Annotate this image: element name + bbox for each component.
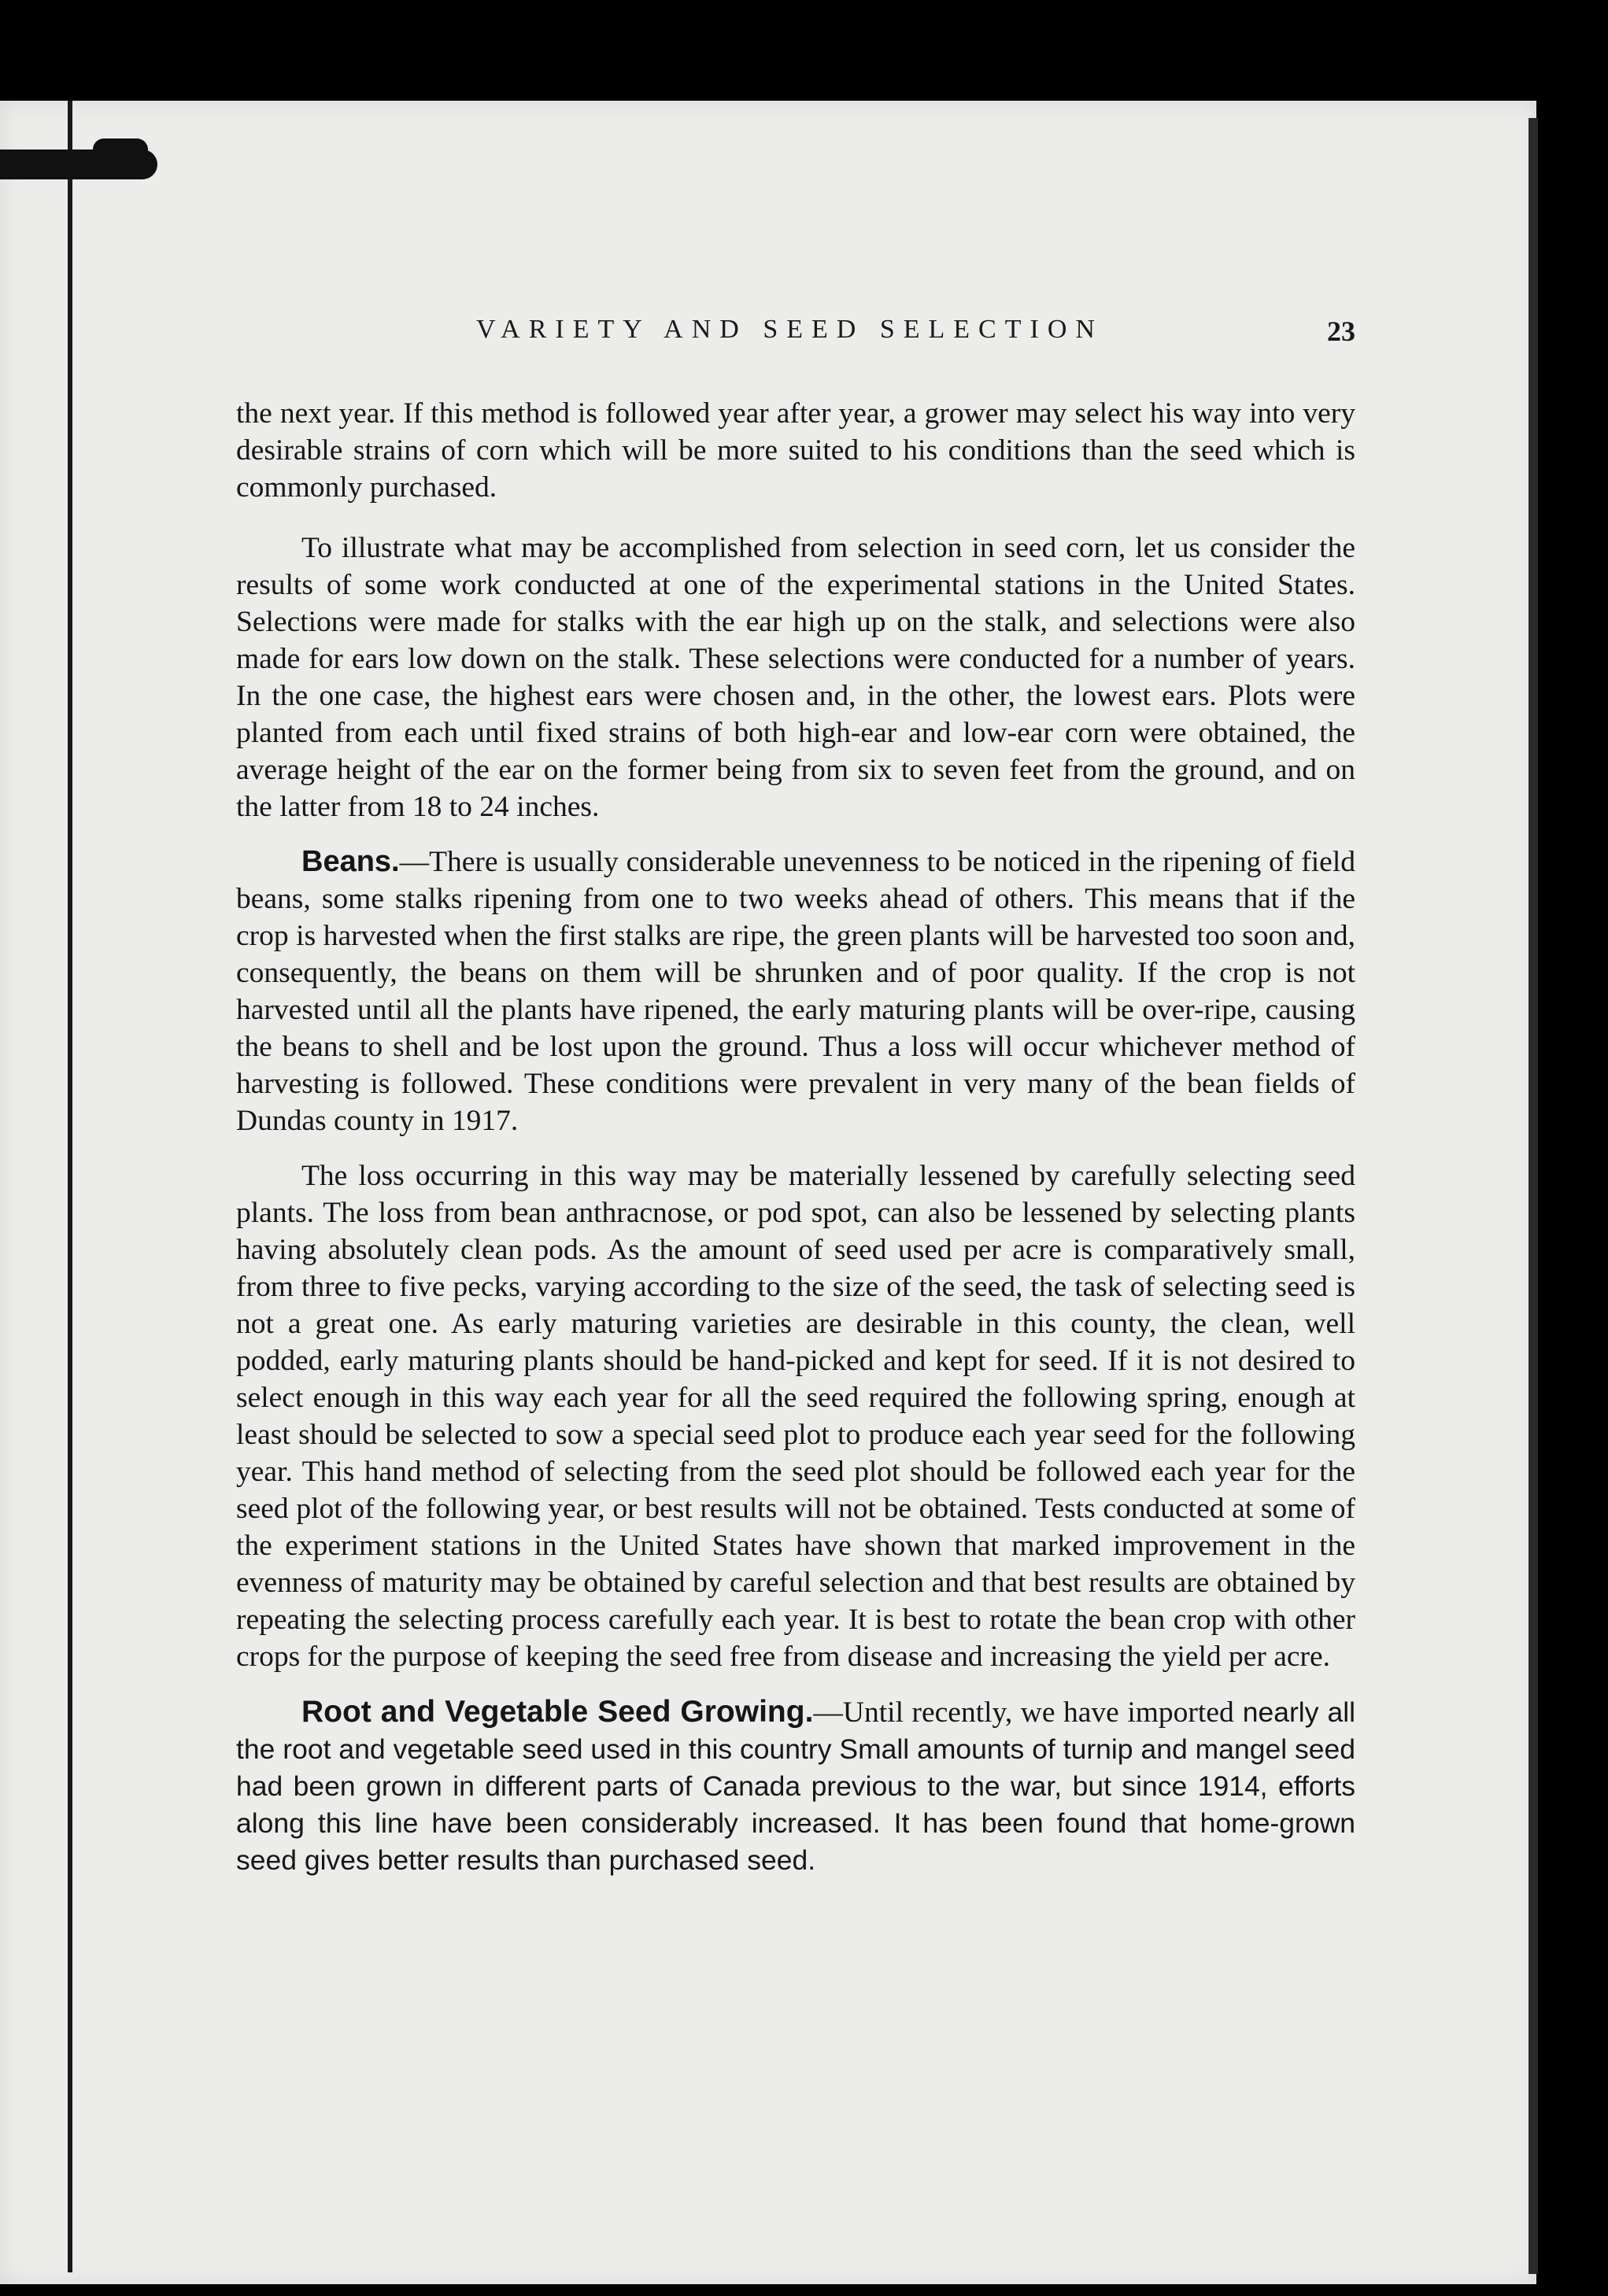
paragraph-text: —There is usually considerable unevenness to be noticed in the ripening of field beans, some stalks ripening from one to two weeks ahead of others. This means that if the crop is harvested when the first stalks are ripe, the green plants will be harvested too soon and, consequently, the beans on them will be shrunken and of poor quality. If the crop is not harvested until all the plants have ripened, the early maturing plants will be over-ripe, causing the beans to shell and be lost upon the ground. Thus a loss will occur whichever method of harvesting is followed. These conditions were prevalent in very many of the bean fields of Dundas county in 1917. (236, 846, 1355, 1137)
paragraph-lead: —Until recently, we have imported (813, 1696, 1234, 1729)
page-right-edge (1529, 118, 1538, 2274)
paragraph-root-seed (236, 1693, 1355, 1879)
paragraph-text: To illustrate what may be accomplished from selection in seed corn, let us consider the results of some work conducted at one of the experimental stations in the United States. Selections were made for stalks with the ear high up on the stalk, and selections were also made for ears low down on the stalk. These selections were conducted for a number of years. In the one case, the highest ears were chosen and, in the other, the lowest ears. Plots were planted from each until fixed strains of both high-ear and low-ear corn were obtained, the average height of the ear on the former being from six to seven feet from the ground, and on the latter from 18 to 24 inches. (236, 532, 1355, 823)
paragraph-continuation (236, 395, 1355, 506)
page-body (236, 395, 1355, 1897)
page-header (236, 315, 1355, 362)
paragraph-text: nearly all the root and vegetable seed used in this country Small amounts of turnip and mangel seed had been grown in different parts of Canada previous to the war, but since 1914, efforts along this line have been considerably increased. It has been found that home-grown seed gives better results than purchased seed. (236, 1696, 1355, 1876)
paragraph-beans (236, 843, 1355, 1139)
paragraph-text: the next year. If this method is followed year after year, a grower may select his way into very desirable strains of corn which will be more suited to his conditions than the seed which is commonly purchased. (236, 397, 1355, 504)
page-number: 23 (1327, 316, 1355, 347)
binding-edge (68, 101, 72, 2272)
paragraph-bean-selection (236, 1157, 1355, 1675)
paragraph-seed-corn (236, 530, 1355, 825)
running-head: VARIETY AND SEED SELECTION (476, 315, 1103, 344)
section-heading-beans: Beans. (301, 845, 400, 878)
binding-clip-tab (93, 138, 148, 162)
section-heading-root-seed: Root and Vegetable Seed Growing. (301, 1695, 814, 1729)
paragraph-text: The loss occurring in this way may be materially lessened by carefully selecting seed plants. The loss from bean anthracnose, or pod spot, can also be lessened by selecting plants having absolutely clean pods. As the amount of seed used per acre is comparatively small, from three to five pecks, varying according to the size of the seed, the task of selecting seed is not a great one. As early maturing varieties are desirable in this county, the clean, well podded, early maturing plants should be hand-picked and kept for seed. If it is not desired to select enough in this way each year for all the seed required the following spring, enough at least should be selected to sow a special seed plot to produce each year seed for the following year. This hand method of selecting from the seed plot should be followed each year for the seed plot of the following year, or best results will not be obtained. Tests conducted at some of the experiment stations in the United States have shown that marked improvement in the evenness of maturity may be obtained by careful selection and that best results are obtained by repeating the selecting process carefully each year. It is best to rotate the bean crop with other crops for the purpose of keeping the seed free from disease and increasing the yield per acre. (236, 1160, 1355, 1673)
